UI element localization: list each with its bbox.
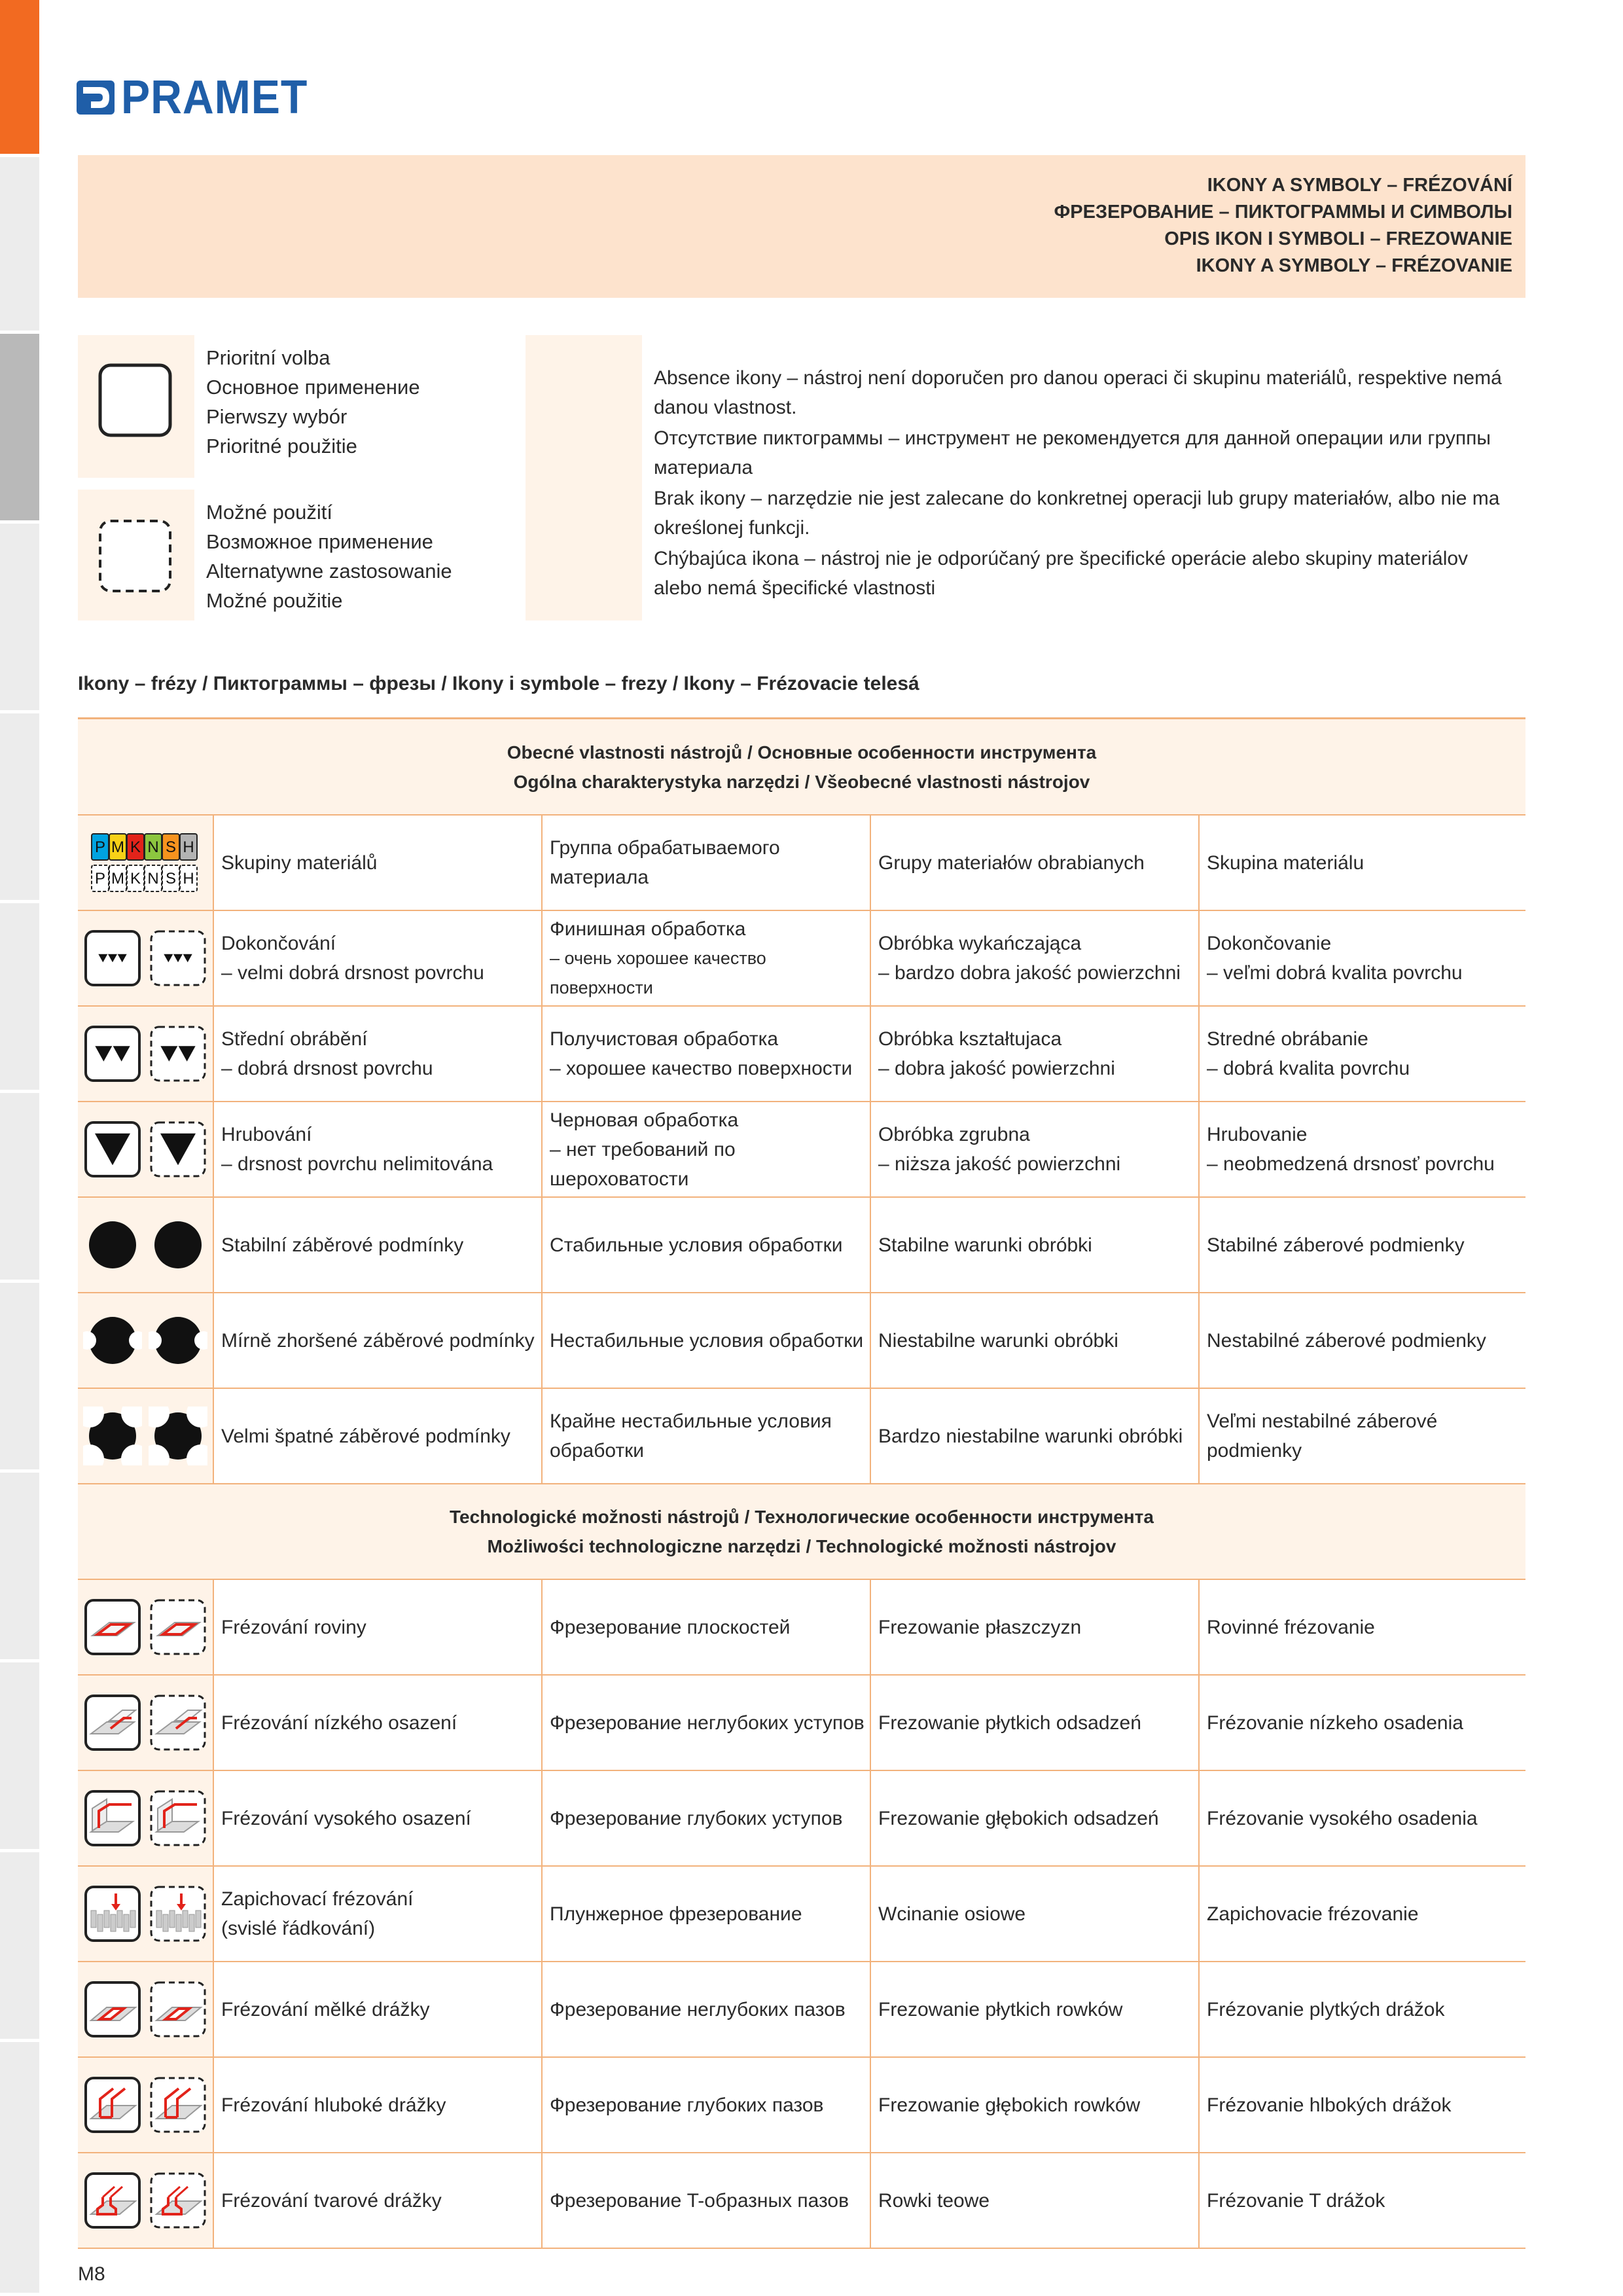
cell-sk: [1200, 1580, 1525, 1674]
cell-text: Frezowanie płytkich odsadzeń: [878, 1712, 1141, 1734]
deep-shoulder-icon: [149, 1789, 207, 1848]
absence-text: Brak ikony – narzędzie nie jest zalecane do konkretnej operacji lub grupy materiałów, albo nie ma określonej funkcji.: [654, 488, 1500, 539]
cell-sk: [1200, 1198, 1525, 1292]
table-row: [78, 2152, 1525, 2248]
cell-ru: [543, 1102, 871, 1196]
section-heading: Ikony – frézy / Пиктограммы – фрезы / Ikony i symbole – frezy / Ikony – Frézovacie telesá: [78, 673, 919, 694]
finishing-icon: [149, 929, 207, 988]
cell-text: – niższa jakość powierzchni: [878, 1153, 1121, 1175]
cell-text: Frezowanie płytkich rowków: [878, 1998, 1123, 2020]
deep-slot-icon: [149, 2075, 207, 2134]
material-groups-icon: [78, 816, 214, 910]
svg-text:P: P: [94, 870, 106, 888]
cell-text: Obróbka kształtujaca: [878, 1028, 1062, 1050]
cell-pl: [871, 1580, 1200, 1674]
cell-ru: [543, 1007, 871, 1101]
svg-text:H: H: [183, 870, 194, 888]
cell-text: Финишная обработка: [550, 918, 746, 940]
plunge-milling-icon: [83, 1884, 142, 1943]
side-tab-strip: [0, 0, 39, 2296]
cell-cz: [214, 1007, 543, 1101]
stable-conditions-icon: [83, 1215, 142, 1274]
table-row: [78, 1005, 1525, 1101]
cell-text: – хорошее качество поверхности: [550, 1058, 853, 1079]
cell-ru: [543, 2153, 871, 2248]
cell-cz: [214, 1771, 543, 1865]
pramet-logo-mark-icon: [77, 78, 116, 117]
cell-pl: [871, 816, 1200, 910]
cell-sk: [1200, 1389, 1525, 1483]
side-tab[interactable]: [0, 1852, 39, 2042]
svg-text:M: M: [111, 838, 124, 856]
possible-icon-box: [78, 490, 194, 620]
cell-text: Frézovanie hlbokých drážok: [1207, 2094, 1452, 2116]
cell-sk: [1200, 1007, 1525, 1101]
cell-ru: [543, 1676, 871, 1770]
face-milling-icon: [78, 1580, 214, 1674]
svg-text:S: S: [165, 870, 177, 888]
cell-text: Skupina materiálu: [1207, 852, 1364, 874]
cell-text: Frézovanie plytkých drážok: [1207, 1998, 1445, 2020]
table-row: [78, 910, 1525, 1005]
legend-line: Možné použití: [206, 501, 332, 524]
table-row: [78, 1292, 1525, 1388]
table-row: [78, 1865, 1525, 1961]
unstable-conditions-icon: [149, 1311, 207, 1370]
t-slot-icon: [78, 2153, 214, 2248]
cell-cz: [214, 1676, 543, 1770]
cell-text: – dobra jakość powierzchni: [878, 1058, 1115, 1079]
cell-pl: [871, 1102, 1200, 1196]
cell-text: Frézování roviny: [221, 1616, 366, 1638]
cell-sk: [1200, 1771, 1525, 1865]
side-tab[interactable]: [0, 157, 39, 334]
cell-text: Zapichovacie frézovanie: [1207, 1903, 1419, 1925]
legend-line: Prioritné použitie: [206, 435, 357, 457]
unstable-conditions-icon: [78, 1293, 214, 1388]
cell-ru: [543, 1867, 871, 1961]
cell-cz: [214, 911, 543, 1005]
cell-pl: [871, 1293, 1200, 1388]
svg-text:K: K: [130, 870, 141, 888]
cell-text: Frezowanie głębokich odsadzeń: [878, 1807, 1159, 1829]
legend-line: Основное применение: [206, 376, 420, 399]
cell-pl: [871, 911, 1200, 1005]
cell-cz: [214, 1867, 543, 1961]
cell-text: Zapichovací frézování: [221, 1888, 414, 1910]
side-tab[interactable]: [0, 2042, 39, 2296]
cell-pl: [871, 1962, 1200, 2056]
cell-sk: [1200, 1293, 1525, 1388]
cell-pl: [871, 2058, 1200, 2152]
material-groups-icon: [86, 831, 204, 894]
side-tab[interactable]: [0, 903, 39, 1093]
cell-cz: [214, 1102, 543, 1196]
cell-text: Stredné obrábanie: [1207, 1028, 1368, 1050]
table-row: [78, 814, 1525, 910]
cell-text: Obróbka wykańczająca: [878, 933, 1082, 954]
cell-pl: [871, 1007, 1200, 1101]
roughing-icon: [149, 1120, 207, 1179]
cell-text: Skupiny materiálů: [221, 852, 378, 874]
stable-conditions-icon: [149, 1215, 207, 1274]
cell-text: Bardzo niestabilne warunki obróbki: [878, 1425, 1183, 1447]
cell-cz: [214, 1389, 543, 1483]
cell-text: – нет требований по шероховатости: [550, 1138, 736, 1190]
side-tab[interactable]: [0, 524, 39, 713]
cell-text: обработки: [550, 1440, 645, 1462]
priority-frame-icon: [98, 363, 173, 438]
cell-text: Veľmi nestabilné záberové podmienky: [1207, 1410, 1438, 1462]
very-unstable-conditions-icon: [149, 1407, 207, 1465]
side-tab[interactable]: [0, 1662, 39, 1852]
general-rows: [78, 814, 1525, 1483]
absence-legend: [654, 363, 1518, 604]
medium-machining-icon: [83, 1024, 142, 1083]
cell-text: Rowki teowe: [878, 2189, 990, 2212]
cell-text: Obróbka zgrubna: [878, 1124, 1030, 1145]
cell-text: Stabilne warunki obróbki: [878, 1234, 1092, 1256]
svg-text:H: H: [183, 838, 194, 856]
cell-text: Frézovanie vysokého osadenia: [1207, 1807, 1478, 1829]
cell-ru: [543, 1198, 871, 1292]
cell-text: Velmi špatné záběrové podmínky: [221, 1425, 510, 1447]
table-row: [78, 1674, 1525, 1770]
finishing-icon: [78, 911, 214, 1005]
cell-text: – dobrá drsnost povrchu: [221, 1058, 433, 1079]
technological-header: [78, 1483, 1525, 1579]
legend-line: Возможное применение: [206, 530, 433, 553]
table-row: [78, 1196, 1525, 1292]
priority-icon-box: [78, 335, 194, 478]
shallow-shoulder-icon: [83, 1693, 142, 1752]
cell-text: Niestabilne warunki obróbki: [878, 1329, 1118, 1352]
side-tab[interactable]: [0, 1473, 39, 1662]
cell-text: – veľmi dobrá kvalita povrchu: [1207, 962, 1463, 984]
side-tab[interactable]: [0, 713, 39, 903]
table-row: [78, 1388, 1525, 1483]
legend-line: Pierwszy wybór: [206, 405, 348, 428]
cell-text: Группа обрабатываемого материала: [550, 837, 780, 888]
table-row: [78, 1961, 1525, 2056]
unstable-conditions-icon: [83, 1311, 142, 1370]
title-line: OPIS IKON I SYMBOLI – FREZOWANIE: [1164, 228, 1512, 249]
cell-pl: [871, 1867, 1200, 1961]
cell-text: Frézování hluboké drážky: [221, 2094, 446, 2116]
cell-text: Черновая обработка: [550, 1109, 739, 1131]
possible-legend: [206, 497, 452, 615]
svg-text:M: M: [111, 870, 124, 888]
cell-text: Frezowanie głębokich rowków: [878, 2094, 1141, 2116]
header-line: Obecné vlastnosti nástrojů / Основные особенности инструмента: [507, 742, 1097, 762]
cell-pl: [871, 2153, 1200, 2248]
cell-text: Grupy materiałów obrabianych: [878, 852, 1145, 874]
face-milling-icon: [83, 1598, 142, 1657]
page-title: [1054, 172, 1512, 279]
legend-line: Možné použitie: [206, 589, 343, 612]
page-number: M8: [78, 2263, 105, 2285]
cell-cz: [214, 1580, 543, 1674]
side-tab[interactable]: [0, 1093, 39, 1283]
cell-text: – bardzo dobra jakość powierzchni: [878, 962, 1181, 984]
shallow-shoulder-icon: [78, 1676, 214, 1770]
title-band: [78, 155, 1525, 298]
svg-text:K: K: [130, 838, 141, 856]
cell-sk: [1200, 1102, 1525, 1196]
roughing-icon: [83, 1120, 142, 1179]
cell-text: Плунжерное фрезерование: [550, 1903, 802, 1925]
cell-cz: [214, 1293, 543, 1388]
cell-cz: [214, 2058, 543, 2152]
icons-table: [78, 717, 1525, 2249]
general-properties-header: [78, 717, 1525, 814]
absence-text: Absence ikony – nástroj není doporučen pro danou operaci či skupinu materiálů, respektive nemá danou vlastnost.: [654, 367, 1502, 418]
cell-text: Hrubování: [221, 1124, 312, 1145]
technological-rows: [78, 1579, 1525, 2248]
cell-text: Frézování tvarové drážky: [221, 2189, 442, 2212]
stable-conditions-icon: [78, 1198, 214, 1292]
very-unstable-conditions-icon: [78, 1389, 214, 1483]
cell-sk: [1200, 2153, 1525, 2248]
cell-sk: [1200, 1867, 1525, 1961]
absence-text: Chýbajúca ikona – nástroj nie je odporúčaný pre špecifické operácie alebo skupiny materiálov alebo nemá špecifické vlastnosti: [654, 548, 1469, 599]
cell-text: Rovinné frézovanie: [1207, 1616, 1375, 1638]
deep-slot-icon: [83, 2075, 142, 2134]
cell-ru: [543, 1580, 871, 1674]
cell-ru: [543, 911, 871, 1005]
medium-machining-icon: [78, 1007, 214, 1101]
svg-text:S: S: [165, 838, 177, 856]
cell-text: Frézovanie nízkeho osadenia: [1207, 1712, 1463, 1734]
cell-text: Нестабильные условия обработки: [550, 1329, 864, 1352]
table-row: [78, 1770, 1525, 1865]
title-line: IKONY A SYMBOLY – FRÉZOVANIE: [1196, 255, 1512, 276]
cell-ru: [543, 1389, 871, 1483]
cell-text: Dokončovanie: [1207, 933, 1332, 954]
cell-text: Фрезерование T-образных пазов: [550, 2189, 849, 2212]
cell-text: Mírně zhoršené záběrové podmínky: [221, 1329, 535, 1352]
cell-cz: [214, 1962, 543, 2056]
cell-text: Stabilné záberové podmienky: [1207, 1234, 1465, 1256]
cell-text: Frézování nízkého osazení: [221, 1712, 457, 1734]
cell-sk: [1200, 911, 1525, 1005]
cell-text: Frézovanie T drážok: [1207, 2189, 1385, 2212]
face-milling-icon: [149, 1598, 207, 1657]
possible-frame-icon: [98, 518, 173, 594]
cell-text: Стабильные условия обработки: [550, 1234, 843, 1256]
cell-sk: [1200, 816, 1525, 910]
t-slot-icon: [149, 2171, 207, 2230]
svg-text:N: N: [147, 870, 159, 888]
cell-text: Крайне нестабильные условия: [550, 1410, 832, 1432]
pramet-logo: [77, 73, 324, 122]
shallow-slot-icon: [149, 1980, 207, 2039]
cell-cz: [214, 2153, 543, 2248]
table-row: [78, 1101, 1525, 1196]
cell-text: (svislé řádkování): [221, 1918, 376, 1939]
cell-text: Фрезерование глубоких уступов: [550, 1807, 843, 1829]
side-tab-active[interactable]: [0, 0, 39, 157]
cell-text: Stabilní záběrové podmínky: [221, 1234, 464, 1256]
shallow-slot-icon: [78, 1962, 214, 2056]
cell-pl: [871, 1676, 1200, 1770]
table-row: [78, 1579, 1525, 1674]
cell-pl: [871, 1198, 1200, 1292]
brand-name: PRAMET: [121, 71, 308, 124]
cell-text: Wcinanie osiowe: [878, 1903, 1026, 1925]
header-line: Możliwości technologiczne narzędzi / Technologické možnosti nástrojov: [487, 1536, 1116, 1556]
shallow-shoulder-icon: [149, 1693, 207, 1752]
cell-sk: [1200, 2058, 1525, 2152]
table-row: [78, 2056, 1525, 2152]
cell-text: – dobrá kvalita povrchu: [1207, 1058, 1410, 1079]
deep-shoulder-icon: [78, 1771, 214, 1865]
cell-ru: [543, 816, 871, 910]
cell-ru: [543, 1771, 871, 1865]
priority-legend: [206, 343, 420, 461]
deep-shoulder-icon: [83, 1789, 142, 1848]
legend-line: Prioritní volba: [206, 346, 330, 369]
finishing-icon: [83, 929, 142, 988]
cell-text: Фрезерование плоскостей: [550, 1616, 791, 1638]
side-tab[interactable]: [0, 1283, 39, 1473]
cell-text: Hrubovanie: [1207, 1124, 1308, 1145]
cell-text: – drsnost povrchu nelimitována: [221, 1153, 493, 1175]
cell-text: – velmi dobrá drsnost povrchu: [221, 962, 484, 984]
deep-slot-icon: [78, 2058, 214, 2152]
legend-line: Alternatywne zastosowanie: [206, 560, 452, 583]
cell-cz: [214, 816, 543, 910]
cell-ru: [543, 1962, 871, 2056]
cell-ru: [543, 2058, 871, 2152]
cell-sk: [1200, 1962, 1525, 2056]
cell-text: Frézování vysokého osazení: [221, 1807, 471, 1829]
cell-ru: [543, 1293, 871, 1388]
cell-pl: [871, 1771, 1200, 1865]
medium-machining-icon: [149, 1024, 207, 1083]
plunge-milling-icon: [149, 1884, 207, 1943]
cell-text: – очень хорошее качество поверхности: [550, 948, 766, 997]
plunge-milling-icon: [78, 1867, 214, 1961]
table-bottom-line: [78, 2248, 1525, 2249]
side-tab-current[interactable]: [0, 334, 39, 524]
cell-text: – neobmedzená drsnosť povrchu: [1207, 1153, 1495, 1175]
cell-text: Frézování mělké drážky: [221, 1998, 430, 2020]
svg-text:P: P: [94, 838, 106, 856]
title-line: ФРЕЗЕРОВАНИЕ – ПИКТОГРАММЫ И СИМВОЛЫ: [1054, 202, 1512, 223]
cell-text: Фрезерование неглубоких уступов: [550, 1712, 865, 1734]
cell-text: Nestabilné záberové podmienky: [1207, 1329, 1486, 1352]
very-unstable-conditions-icon: [83, 1407, 142, 1465]
cell-text: Фрезерование неглубоких пазов: [550, 1998, 846, 2020]
cell-sk: [1200, 1676, 1525, 1770]
cell-cz: [214, 1198, 543, 1292]
cell-text: Frezowanie płaszczyzn: [878, 1616, 1082, 1638]
cell-text: Dokončování: [221, 933, 336, 954]
cell-pl: [871, 1389, 1200, 1483]
shallow-slot-icon: [83, 1980, 142, 2039]
header-line: Technologické možnosti nástrojů / Технологические особенности инструмента: [450, 1507, 1154, 1527]
cell-text: Střední obrábění: [221, 1028, 368, 1050]
absence-text: Отсутствие пиктограммы – инструмент не рекомендуется для данной операции или группы материала: [654, 427, 1491, 478]
title-line: IKONY A SYMBOLY – FRÉZOVÁNÍ: [1207, 175, 1512, 196]
absence-icon-box: [526, 335, 642, 620]
svg-text:N: N: [147, 838, 159, 856]
t-slot-icon: [83, 2171, 142, 2230]
header-line: Ogólna charakterystyka narzędzi / Všeobecné vlastnosti nástrojov: [513, 771, 1090, 792]
cell-text: Фрезерование глубоких пазов: [550, 2094, 824, 2116]
cell-text: Получистовая обработка: [550, 1028, 779, 1050]
roughing-icon: [78, 1102, 214, 1196]
